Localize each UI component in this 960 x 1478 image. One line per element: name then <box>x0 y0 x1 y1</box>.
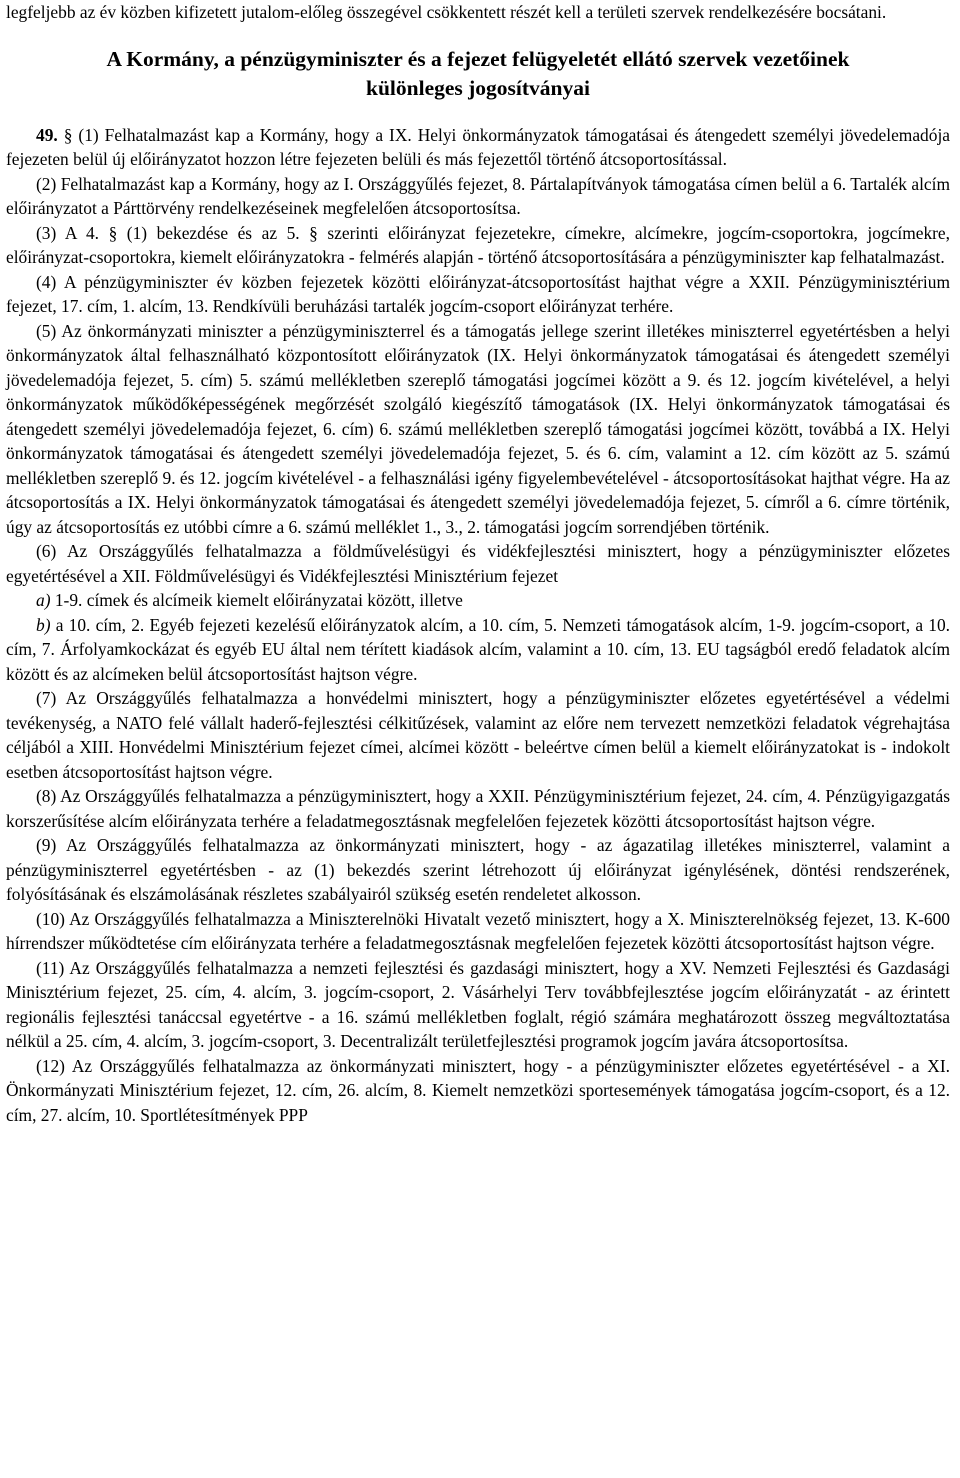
paragraph-3: (3) A 4. § (1) bekezdése és az 5. § szerinti előirányzat fejezetekre, címekre, alcímekre, jogcím-csoportokra, jogcímekre, előirányzat-csoportokra, kiemelt előirányzatokra - felmérés alapján - történő átcsoportosítására a pénzügyminiszter kap felhatalmazást. <box>6 222 950 267</box>
paragraph-8: (8) Az Országgyűlés felhatalmazza a pénzügyminisztert, hogy a XXII. Pénzügyminisztérium fejezet, 24. cím, 4. Pénzügyigazgatás korszerűsítése alcím előirányzata terhére a feladatmegosztásnak megfelelően fejezetek közötti átcsoportosítást hajtson végre. <box>6 786 950 831</box>
paragraph-11: (11) Az Országgyűlés felhatalmazza a nemzeti fejlesztési és gazdasági minisztert, hogy a XV. Nemzeti Fejlesztési és Gazdasági Minisztérium fejezet, 25. cím, 4. alcím, 3. jogcím-csoport, 2. Vásárhelyi Terv továbbfejlesztése jogcím előirányzatát - az érintett regionális fejlesztési tanáccsal egyetértve - a 16. számú mellékletben foglalt, régió számára meghatározott összeg megváltoztatása nélkül a 25. cím, 4. alcím, 3. jogcím-csoport, 3. Decentralizált területfejlesztési programok jogcím javára átcsoportosítsa. <box>6 957 950 1051</box>
intro-paragraph: legfeljebb az év közben kifizetett jutalom-előleg összegével csökkentett részét kell a területi szervek rendelkezésére bocsátani. <box>6 2 887 22</box>
paragraph-6: (6) Az Országgyűlés felhatalmazza a földművelésügyi és vidékfejlesztési minisztert, hogy a pénzügyminiszter előzetes egyetértésével a XII. Földművelésügyi és Vidékfejlesztési Minisztérium fejezet <box>6 541 950 586</box>
paragraph-1-text: (1) Felhatalmazást kap a Kormány, hogy a IX. Helyi önkormányzatok támogatásai és átengedett személyi jövedelemadója fejezeten belül új előirányzatot hozzon létre fejezeten belüli és más fejezettől történő átcsoportosítással. <box>6 124 950 169</box>
paragraph-4: (4) A pénzügyminiszter év közben fejezetek közötti előirányzat-átcsoportosítást hajthat végre a XXII. Pénzügyminisztérium fejezet, 17. cím, 1. alcím, 13. Rendkívüli beruházási tartalék jogcím-csoport előirányzat terhére. <box>6 271 950 316</box>
paragraph-9: (9) Az Országgyűlés felhatalmazza az önkormányzati minisztert, hogy - az ágazatilag illetékes miniszterrel, valamint a pénzügyminiszterrel egyetértésben - az (1) bekezdés szerint létrehozott új előirányzat igénylésének, döntési rendszerének, folyósításának és elszámolásának részletes szabályairól szükség esetén rendeletet alkosson. <box>6 835 950 904</box>
section-heading <box>6 45 950 103</box>
heading-line-2: különleges jogosítványai <box>366 75 590 100</box>
paragraph-7: (7) Az Országgyűlés felhatalmazza a honvédelmi minisztert, hogy a pénzügyminiszter előzetes egyetértésével a védelmi tevékenység, a NATO felé vállalt haderő-fejlesztési célkitűzések, valamint az előre nem tervezett nemzetközi feladatok végrehajtása céljából a XIII. Honvédelmi Minisztérium fejezet címei, alcímei között - beleértve címen belül a kiemelt előirányzatokat is - indokolt esetben átcsoportosítást hajtson végre. <box>6 688 950 782</box>
paragraph-2: (2) Felhatalmazást kap a Kormány, hogy az I. Országgyűlés fejezet, 8. Pártalapítványok támogatása címen belül a 6. Tartalék alcím előirányzatot a Párttörvény rendelkezéseinek megfelelően átcsoportosítsa. <box>6 173 950 218</box>
paragraph-10: (10) Az Országgyűlés felhatalmazza a Miniszterelnöki Hivatalt vezető minisztert, hogy a X. Miniszterelnökség fejezet, 13. K-600 hírrendszer működtetése cím előirányzata terhére a feladatmegosztásnak megfelelően fejezetek közötti átcsoportosítást hajtson végre. <box>6 908 950 953</box>
paragraph-6-point-a <box>6 588 950 613</box>
point-b-letter: b) <box>36 614 51 635</box>
paragraph-6-point-b <box>6 613 950 687</box>
heading-line-1: A Kormány, a pénzügyminiszter és a fejezet felügyeletét ellátó szervek vezetőinek <box>106 46 850 71</box>
point-a-letter: a) <box>36 590 51 610</box>
section-number: 49. <box>36 124 58 145</box>
point-a-text: 1-9. címek és alcímeik kiemelt előirányzatai között, illetve <box>50 590 463 610</box>
section-sign: § <box>63 124 73 145</box>
paragraph-5: (5) Az önkormányzati miniszter a pénzügyminiszterrel és a támogatás jellege szerint illetékes miniszterrel egyetértésben a helyi önkormányzatok által felhasználható központosított előirányzatok (IX. Helyi önkormányzatok támogatásai és átengedett személyi jövedelemadója fejezet, 5. cím) 5. számú mellékletben szereplő támogatási jogcímei között a 9. és 12. jogcím kivételével, a helyi önkormányzatok működőképességének megőrzését szolgáló kiegészítő támogatások (IX. Helyi önkormányzatok támogatásai és átengedett személyi jövedelemadója fejezet, 6. cím) 6. számú mellékletben szereplő támogatási jogcímei között, továbbá a IX. Helyi önkormányzatok támogatásai és átengedett személyi jövedelemadója fejezet, 5. és 6. cím, valamint a 12. cím között az 5. számú mellékletben szereplő 9. és 12. jogcím kivételével - a felhasználási igény figyelembevételével - átcsoportosításokat hajthat végre. Ha az átcsoportosítás a IX. Helyi önkormányzatok támogatásai és átengedett személyi jövedelemadója fejezet, 5. címről a 6. címre történik, úgy az átcsoportosítás ez utóbbi címre a 6. számú melléklet 1., 3., 2. támogatási jogcím sorrendjében történik. <box>6 320 950 537</box>
paragraph-1 <box>6 123 950 172</box>
point-b-text: a 10. cím, 2. Egyéb fejezeti kezelésű előirányzatok alcím, a 10. cím, 5. Nemzeti támogatások alcím, 1-9. jogcím-csoport, a 10. cím, 7. Árfolyamkockázat és egyéb EU által nem térített kiadások alcím, valamint a 10. cím, 13. EU tagságból eredő feladatok alcím között és az alcímeken belül átcsoportosítást hajtson végre. <box>6 614 950 684</box>
paragraph-12: (12) Az Országgyűlés felhatalmazza az önkormányzati minisztert, hogy - a pénzügyminiszter előzetes egyetértésével - a XI. Önkormányzati Minisztérium fejezet, 12. cím, 26. alcím, 8. Kiemelt nemzetközi sportesemények támogatása jogcím-csoport, és a 12. cím, 27. alcím, 10. Sportlétesítmények PPP <box>6 1055 950 1125</box>
